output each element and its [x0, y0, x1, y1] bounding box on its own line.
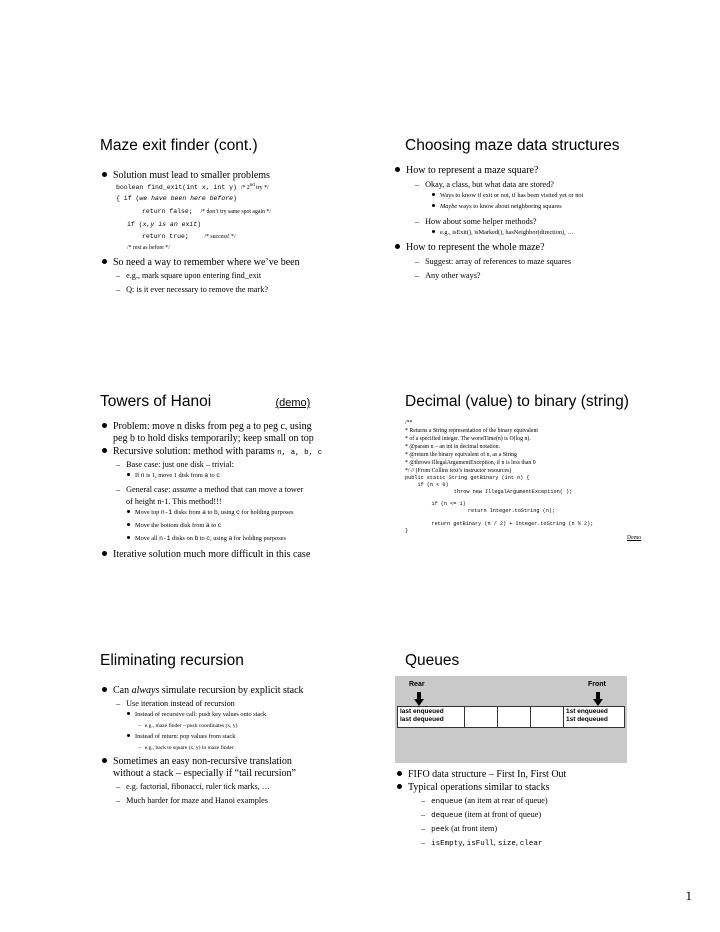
- sub-bullet: – e.g., mark square upon entering find_exit: [116, 271, 262, 280]
- slide-towers-of-hanoi: [100, 393, 430, 643]
- rear-label: Rear: [409, 681, 425, 688]
- queue-cell: [530, 706, 564, 728]
- sub-bullet: – Use iteration instead of recursion: [116, 699, 235, 708]
- code-line: { if (we have been here before): [116, 195, 237, 202]
- code-line: * Returns a String representation of the binary equivalent: [405, 428, 538, 434]
- code-line: */ // (From Collins text’s instructor resources): [405, 468, 512, 474]
- demo-link[interactable]: (demo): [275, 397, 311, 409]
- slide-title: Towers of Hanoi (demo): [100, 393, 311, 410]
- code-line: if (n <= 1): [419, 501, 466, 507]
- sub-bullet: – enqueue (an item at rear of queue): [421, 796, 548, 806]
- bullet: Problem: move n disks from peg a to peg c, using: [102, 421, 312, 432]
- sub-bullet: – isEmpty, isFull, size, clear: [421, 838, 543, 848]
- code-line: * @param n – an int in decimal notation.: [405, 444, 501, 450]
- page-number: 1: [685, 888, 692, 903]
- sub-bullet: – dequeue (item at front of queue): [421, 810, 542, 820]
- slide-title: Choosing maze data structures: [405, 137, 620, 154]
- sub-sub-bullet: If n is 1, move 1 disk from a to c: [127, 473, 220, 480]
- sub-bullet: – Base case: just one disk – trivial:: [116, 460, 234, 469]
- sub-bullet: – How about some helper methods?: [415, 217, 537, 226]
- sub-bullet: – Any other ways?: [415, 271, 481, 280]
- queue-cell-last: last enqueued last dequeued: [397, 706, 465, 728]
- sub-bullet: – General case: assume a method that can move a tower: [116, 485, 304, 494]
- code-comment: /* rest as before */: [127, 245, 170, 251]
- code-line: return false; /* don’t try same spot again */: [142, 208, 271, 215]
- slide-decimal-to-binary: [395, 393, 720, 643]
- code-line: * of a specified integer. The worstTime(n) is O(log n).: [405, 436, 531, 442]
- sub-sub-bullet: e.g., isExit(), isMarked(), hasNeighbor(direction), …: [432, 230, 574, 237]
- code-line: return Integer.toString (n);: [443, 508, 556, 514]
- sub-bullet: – Much harder for maze and Hanoi examples: [116, 796, 268, 805]
- queue-cell-first: 1st enqueued 1st dequeued: [563, 706, 625, 728]
- code-line: return getBinary (n / 2) + Integer.toString (n % 2);: [419, 521, 594, 527]
- sub-sub-bullet: Instead of recursive call: push key values onto stack: [127, 712, 266, 719]
- code-line: * @throws IllegalArgumentException, if n is less than 0: [405, 460, 536, 466]
- front-arrow-icon: [593, 692, 603, 706]
- demo-link[interactable]: Demo: [627, 535, 642, 541]
- code-line: if (x,y is an exit): [127, 221, 202, 228]
- code-line: /**: [405, 420, 413, 426]
- bullet: Can always simulate recursion by explicit stack: [102, 685, 304, 696]
- bullet: Sometimes an easy non-recursive translation: [102, 756, 292, 767]
- sub-bullet: – Okay, a class, but what data are stored?: [415, 180, 554, 189]
- slide-title: Queues: [405, 652, 460, 669]
- bullet: How to represent the whole maze?: [395, 242, 545, 253]
- slide-eliminating-recursion: [100, 652, 430, 902]
- front-label: Front: [588, 681, 606, 688]
- bullet: So need a way to remember where we’ve been: [102, 257, 300, 268]
- bullet: How to represent a maze square?: [395, 165, 538, 176]
- queue-cell: [497, 706, 531, 728]
- slide-title: Eliminating recursion: [100, 652, 244, 669]
- code-line: boolean find_exit(int x, int y) /* 2nd try */: [116, 183, 269, 191]
- bullet-continuation: peg b to hold disks temporarily; keep small on top: [113, 433, 314, 444]
- bullet-continuation: without a stack – especially if “tail recursion”: [113, 768, 296, 779]
- bullet: Solution must lead to smaller problems: [102, 170, 270, 181]
- bullet: Iterative solution much more difficult in this case: [102, 549, 310, 560]
- rear-arrow-icon: [414, 692, 424, 706]
- code-line: * @return the binary equivalent of n, as a String: [405, 452, 517, 458]
- slide-title: Decimal (value) to binary (string): [405, 393, 629, 410]
- sub-sub-sub-bullet: – e.g., back to square (x, y) in maze finder: [138, 745, 234, 751]
- sub-sub-bullet: Maybe ways to know about neighboring squares: [432, 204, 562, 211]
- sub-sub-bullet: Ways to know if exit or not, if has been visited yet or not: [432, 193, 583, 200]
- queue-diagram: [395, 676, 627, 763]
- sub-bullet: – Suggest: array of references to maze squares: [415, 257, 572, 266]
- sub-bullet: – Q: is it ever necessary to remove the mark?: [116, 285, 268, 294]
- sub-sub-bullet: Move top n-1 disks from a to b, using c for holding purposes: [127, 510, 294, 517]
- sub-sub-sub-bullet: – e.g., maze finder – push coordinates (x, y): [138, 723, 238, 729]
- sub-bullet: – e.g. factorial, fibonacci, ruler tick marks, …: [116, 782, 270, 791]
- bullet: Typical operations similar to stacks: [397, 782, 550, 793]
- sub-sub-bullet: Instead of return: pop values from stack: [127, 734, 235, 741]
- code-line: public static String getBinary (int n) {: [405, 475, 530, 481]
- slide-queues: [395, 652, 720, 902]
- code-line: return true; /* success! */: [142, 233, 236, 240]
- sub-bullet: – peek (at front item): [421, 824, 498, 834]
- slide-maze-exit-finder: [100, 137, 430, 387]
- code-line: throw new IllegalArgumentException( );: [429, 489, 573, 495]
- code-line: }: [405, 528, 409, 534]
- sub-sub-bullet: Move all n-1 disks on b to c, using a for holding purposes: [127, 536, 286, 543]
- slide-title: Maze exit finder (cont.): [100, 137, 258, 154]
- queue-cell: [464, 706, 498, 728]
- bullet: Recursive solution: method with params n, a, b, c: [102, 446, 322, 457]
- sub-sub-bullet: Move the bottom disk from a to c: [127, 523, 221, 530]
- bullet: FIFO data structure – First In, First Out: [397, 769, 566, 780]
- slide-maze-data-structures: [395, 137, 720, 387]
- code-line: if (n < 0): [405, 482, 449, 488]
- sub-bullet-continuation: of height n-1. This method!!!: [126, 497, 222, 506]
